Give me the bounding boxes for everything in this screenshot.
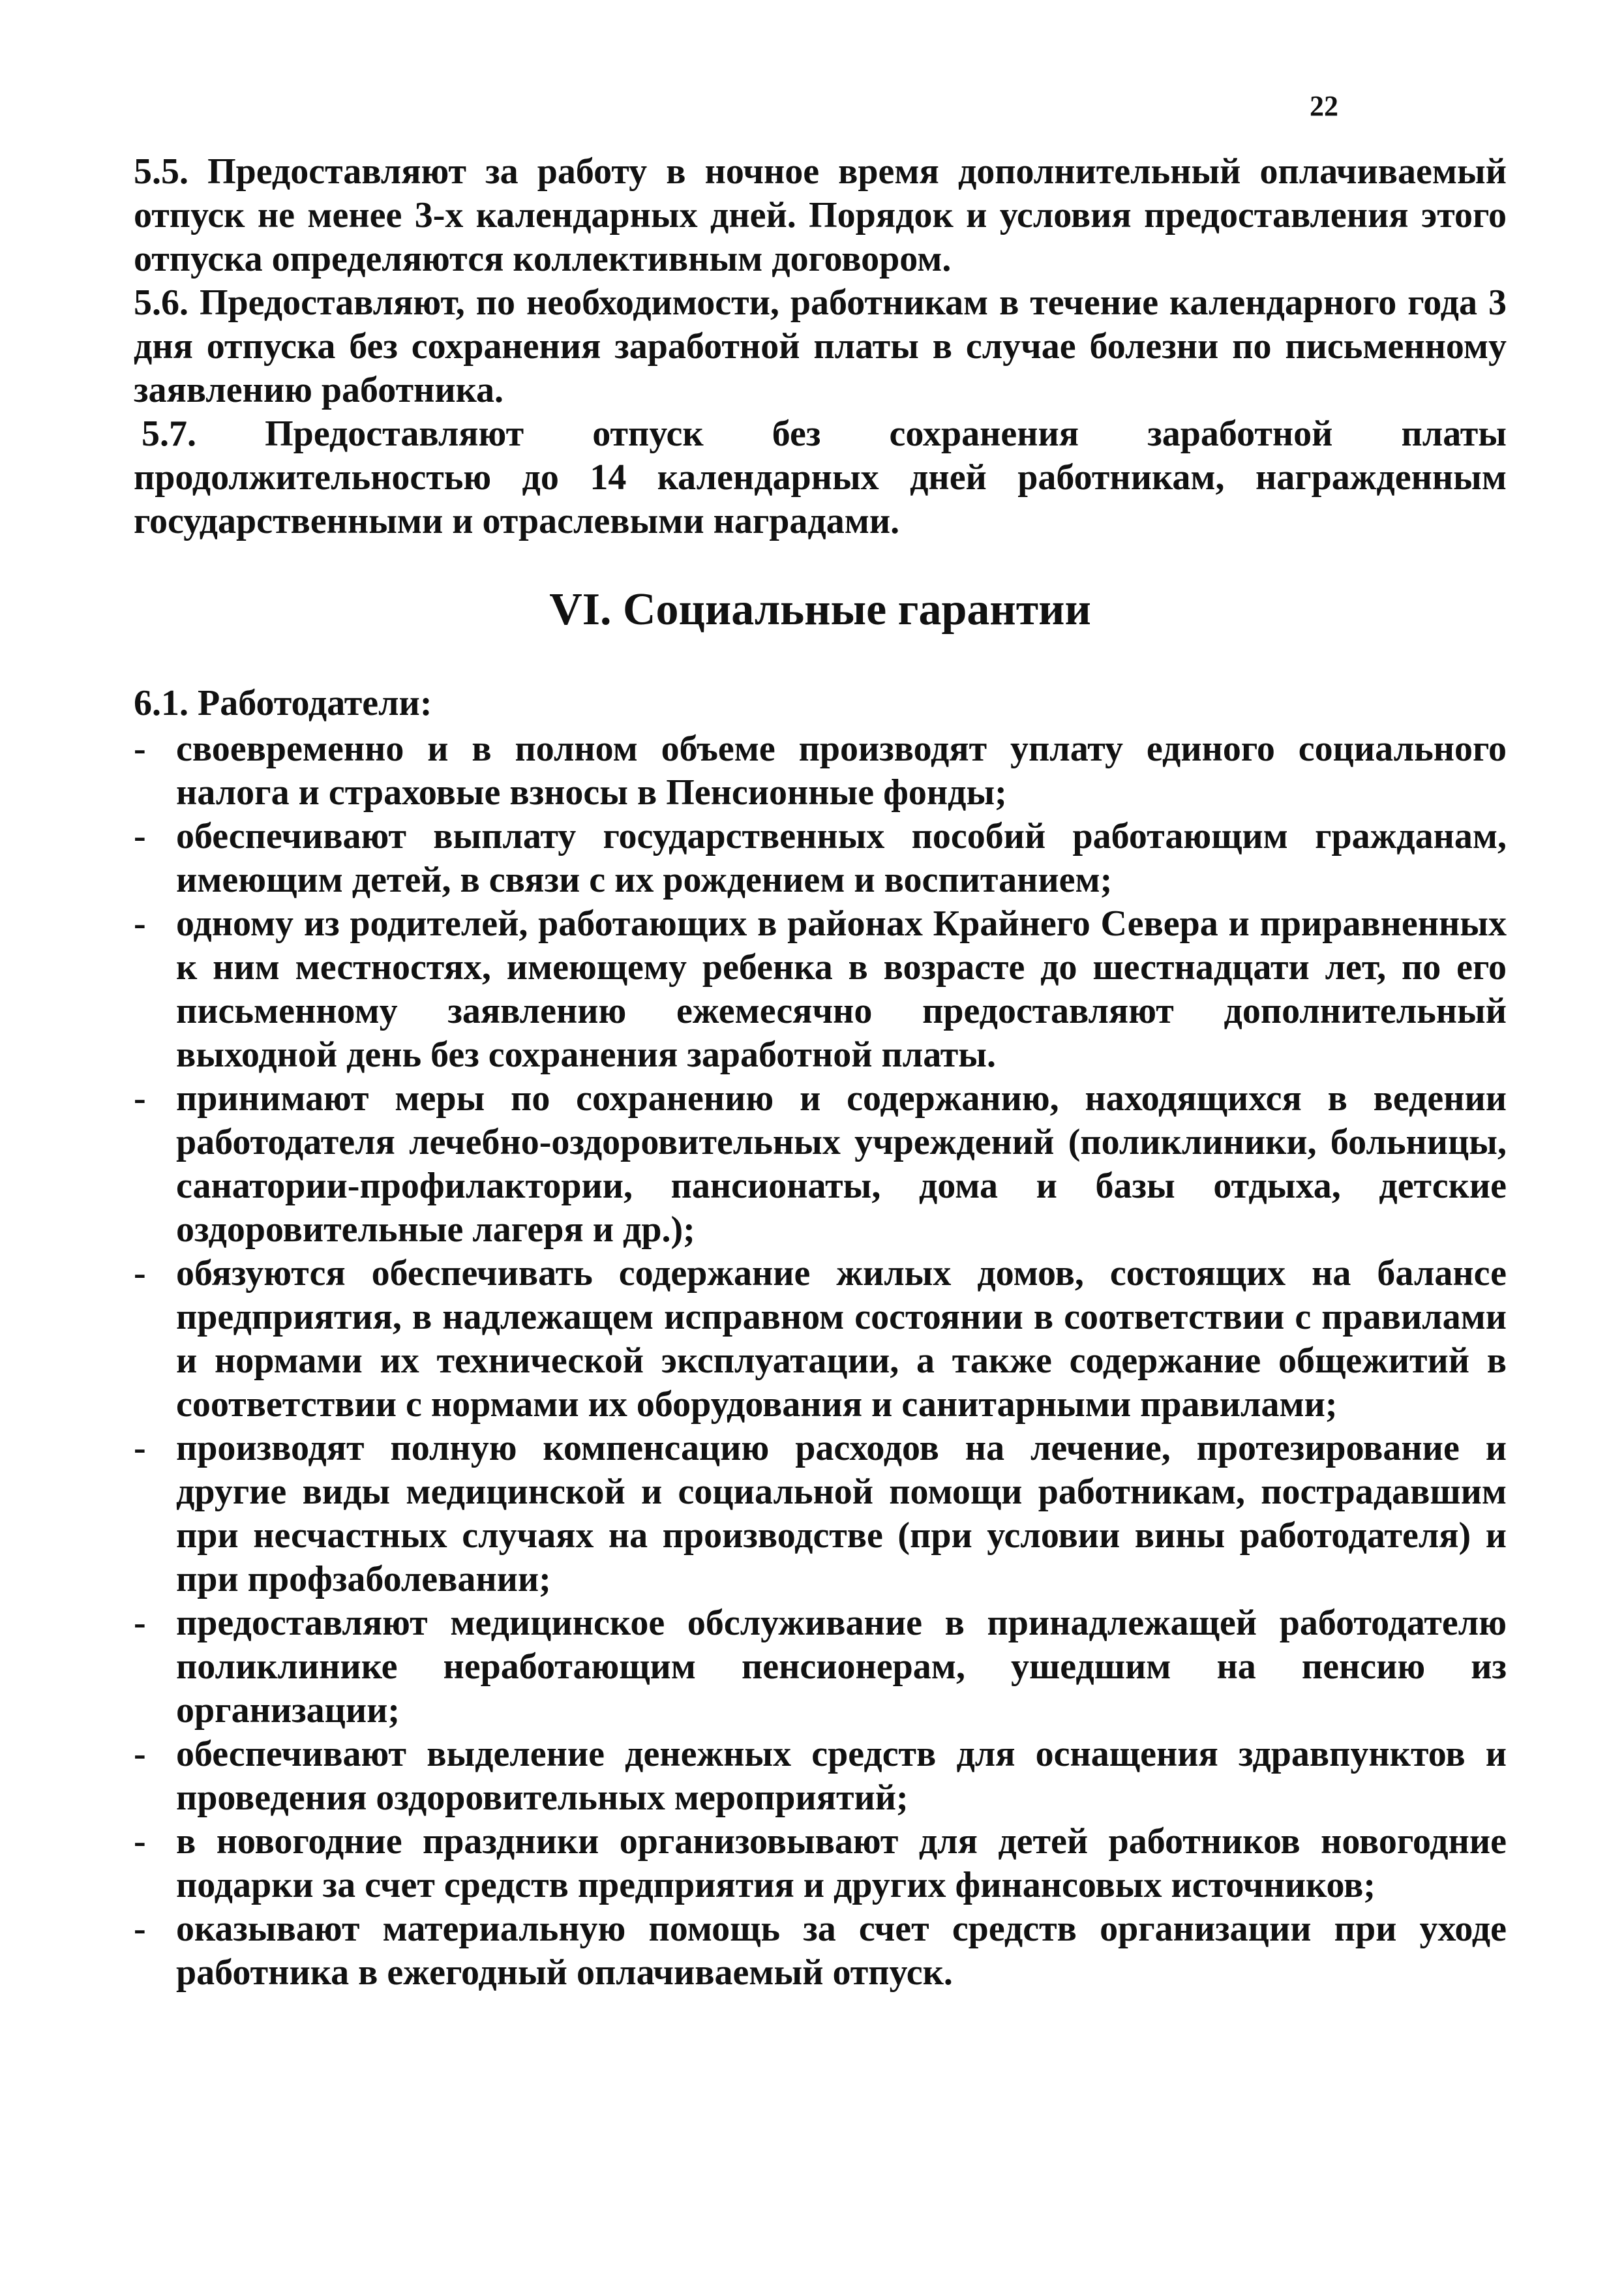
list-dash: -	[134, 729, 146, 769]
list-item-text: своевременно и в полном объеме производят уплату единого социального налога и страховые взносы в Пенсионные фонды;	[176, 729, 1507, 813]
list-item-text: оказывают материальную помощь за счет средств организации при уходе работника в ежегодный оплачиваемый отпуск.	[176, 1909, 1507, 1993]
list-item	[134, 1820, 1507, 1907]
paragraph-5-7: 5.7. Предоставляют отпуск без сохранения заработной платы продолжительностью до 14 календарных дней работникам, награжденным государственными и отраслевыми наградами.	[134, 414, 1507, 541]
list-item-text: обеспечивают выплату государственных пособий работающим гражданам, имеющим детей, в связи с их рождением и воспитанием;	[176, 816, 1507, 900]
list-dash: -	[134, 903, 146, 944]
list-dash: -	[134, 816, 146, 856]
subheading-6-1: 6.1. Работодатели:	[134, 683, 432, 723]
list-dash: -	[134, 1734, 146, 1774]
paragraph-5-6: 5.6. Предоставляют, по необходимости, работникам в течение календарного года 3 дня отпуска без сохранения заработной платы в случае болезни по письменному заявлению работника.	[134, 282, 1507, 410]
list-item-text: предоставляют медицинское обслуживание в принадлежащей работодателю поликлинике неработающим пенсионерам, ушедшим на пенсию из организации;	[176, 1603, 1507, 1731]
list-dash: -	[134, 1603, 146, 1643]
list-dash: -	[134, 1078, 146, 1119]
employer-obligations-list	[134, 727, 1507, 1995]
list-item-text: производят полную компенсацию расходов на лечение, протезирование и другие виды медицинской и социальной помощи работникам, пострадавшим при несчастных случаях на производстве (при условии вины работодателя) и при профзаболевании;	[176, 1428, 1507, 1599]
list-item	[134, 1907, 1507, 1995]
paragraph-5-5: 5.5. Предоставляют за работу в ночное время дополнительный оплачиваемый отпуск не менее 3-х календарных дней. Порядок и условия предоставления этого отпуска определяются коллективным договором.	[134, 151, 1507, 279]
list-dash: -	[134, 1821, 146, 1862]
list-item	[134, 727, 1507, 815]
list-dash: -	[134, 1428, 146, 1468]
document-body	[134, 150, 1507, 1995]
list-item	[134, 1077, 1507, 1252]
list-item-text: в новогодние праздники организовывают для детей работников новогодние подарки за счет средств предприятия и других финансовых источников;	[176, 1821, 1507, 1905]
list-dash: -	[134, 1253, 146, 1294]
list-item	[134, 1427, 1507, 1601]
page-number: 22	[1310, 90, 1338, 122]
list-item	[134, 1601, 1507, 1733]
list-item	[134, 1252, 1507, 1427]
list-item-text: обеспечивают выделение денежных средств для оснащения здравпунктов и проведения оздоровительных мероприятий;	[176, 1734, 1507, 1818]
list-item-text: одному из родителей, работающих в районах Крайнего Севера и приравненных к ним местностях, имеющему ребенка в возрасте до шестнадцати лет, по его письменному заявлению ежемесячно предоставляют дополнительный выходной день без сохранения заработной платы.	[176, 903, 1507, 1075]
list-item	[134, 815, 1507, 902]
section-title: VI. Социальные гарантии	[549, 584, 1091, 635]
list-item-text: обязуются обеспечивать содержание жилых домов, состоящих на балансе предприятия, в надлежащем исправном состоянии в соответствии с правилами и нормами их технической эксплуатации, а также содержание общежитий в соответствии с нормами их оборудования и санитарными правилами;	[176, 1253, 1507, 1425]
list-item-text: принимают меры по сохранению и содержанию, находящихся в ведении работодателя лечебно-оздоровительных учреждений (поликлиники, больницы, санатории-профилактории, пансионаты, дома и базы отдыха, детские оздоровительные лагеря и др.);	[176, 1078, 1507, 1250]
list-item	[134, 1733, 1507, 1820]
list-dash: -	[134, 1909, 146, 1949]
list-item	[134, 902, 1507, 1077]
